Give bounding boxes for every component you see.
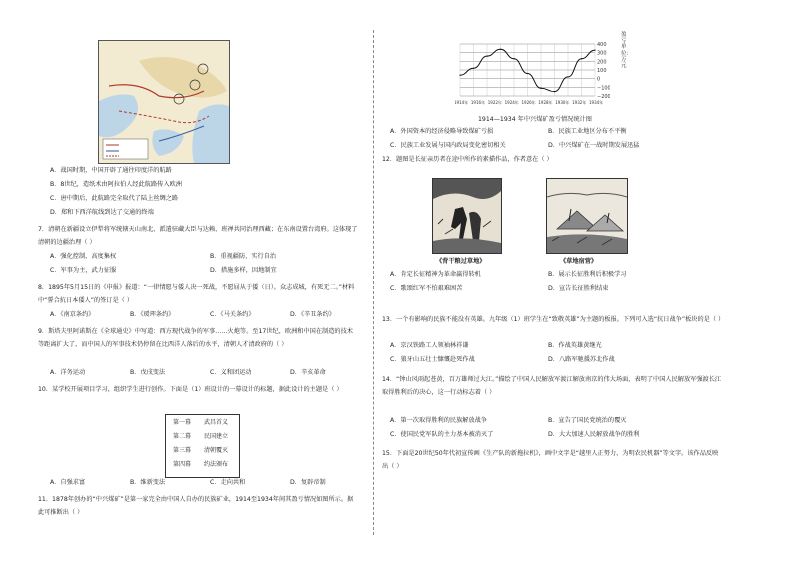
act-title: 约法颁布 xyxy=(204,461,229,468)
q6-option-b: B．8世纪，造纸术由阿拉伯人经此航路传入欧洲 xyxy=(50,181,182,188)
q9-stem: 9．斯塔夫里阿诺斯在《全球通史》中写道：西方现代战争的军事……火炮等。至17世纪，欧洲和中国在制造的技术等距离扩大了，而中国人的军事技术仍停留在比西洋人落后的水平，清朝人才清政府的（ ） xyxy=(38,328,353,348)
q11-option-c: C．民族工业发展与国内政局变化密切相关 xyxy=(390,142,506,149)
sketch-caption-1: 《背干粮过草地》 xyxy=(436,258,486,265)
chart-x-tick-label: 1914年 xyxy=(455,100,469,105)
q9-option-a: A．洋务运动 xyxy=(50,369,86,376)
q6-option-d: D．郑和下西洋航线到达了交通的终端 xyxy=(50,209,154,216)
chart-title: 1914—1934 年中兴煤矿盈亏情况统计图 xyxy=(478,116,592,123)
chart-point xyxy=(473,68,474,69)
chart-y-tick-label: 300 xyxy=(597,50,607,57)
chart-point xyxy=(459,75,460,76)
chart-point xyxy=(594,49,595,50)
q14-option-d: D．大大加速人民解放战争的胜利 xyxy=(548,431,640,438)
chart-y-tick-label: 100 xyxy=(597,68,607,74)
q8-stem: 8．1895年5月15日的《申报》报道：“一律情愿与倭人决一死战，不愿屈从于倭（日）。众志成城，有死无二。”材料中“誓合抗日本倭人”的签订是（ ） xyxy=(38,284,355,304)
chart-x-tick-label: 1926年 xyxy=(521,100,536,105)
chart-x-tick-label: 1916年 xyxy=(470,100,486,105)
chart-point xyxy=(581,58,582,59)
act-title: 武昌首义 xyxy=(204,419,229,426)
q15-stem: 15．下面是20世纪50年代初宣传画《生产队的新拖拉机》，画中文字是“越里人正努力，为明农民机器”等文字。该作品反映出（ ） xyxy=(382,450,719,470)
map-graphic xyxy=(99,41,229,163)
table-row xyxy=(166,417,239,429)
q11-option-d: D．中兴煤矿在一战时期发展迅猛 xyxy=(548,142,640,149)
chart-point xyxy=(567,76,568,77)
chart-x-tick-label: 1930年 xyxy=(555,100,570,105)
chart-point xyxy=(554,91,555,92)
sketch-image-1 xyxy=(433,179,501,253)
q13-option-b: B．作战英雄黄继光 xyxy=(548,342,602,349)
chart-point xyxy=(500,49,501,50)
act-title: 民国建立 xyxy=(204,433,229,440)
chart-x-tick-label: 1934年 xyxy=(589,100,604,105)
act-number: 第二幕 xyxy=(173,433,192,440)
chart-y-label: 盈亏单位：万元 xyxy=(621,32,633,70)
sketch-grassland-camp xyxy=(546,178,628,254)
chart-svg xyxy=(455,40,610,110)
chart-y-tick-label: 400 xyxy=(597,42,607,48)
q8-option-c: C．《马关条约》 xyxy=(210,311,255,318)
q11-option-b: B．民族工业地区分布不平衡 xyxy=(548,128,627,135)
q7-option-b: B．重视疆防，实行自治 xyxy=(210,253,277,260)
act-number: 第三幕 xyxy=(173,447,192,454)
q12-stem: 12．题图是长征亲历者在途中所作的素描作品，作者意在（ ） xyxy=(382,156,553,163)
q12-option-c: C．歌颂红军不怕艰难困苦 xyxy=(390,285,463,292)
q9-option-d: D．辛亥革命 xyxy=(290,369,326,376)
q9-option-c: C．义和团运动 xyxy=(210,369,252,376)
q14-stem: 14．“钟山风雨起苍黄，百万雄师过大江。”描绘了中国人民解放军渡江解放南京的伟大场面，表明了中国人民解放军强渡长江取得胜利后的决心，这一行动标志着（ ） xyxy=(382,376,722,396)
sketch-caption-2: 《草地宿营》 xyxy=(560,258,598,265)
act-title: 清朝覆灭 xyxy=(204,447,229,454)
act-number: 第一幕 xyxy=(173,419,192,426)
q10-option-b: B．维新变法 xyxy=(130,479,166,486)
sketch-image-2 xyxy=(547,179,627,253)
q7-option-a: A．强化控制，高度集权 xyxy=(50,253,117,260)
q13-option-c: C．狼牙山五壮士慷慨赴死作战 xyxy=(390,356,475,363)
q13-option-a: A．京汉铁路工人领袖林祥谦 xyxy=(390,342,469,349)
q6-option-c: C．唐中期后，此航路完全取代了陆上丝绸之路 xyxy=(50,195,179,202)
q12-option-b: B．展示长征胜利后积极学习 xyxy=(548,271,627,278)
column-divider xyxy=(373,30,374,535)
q8-option-b: B．《瑷珲条约》 xyxy=(130,311,175,318)
chart-y-tick-label: 0 xyxy=(597,76,601,83)
q14-option-a: A．第一次取得胜利的民族解放战争 xyxy=(390,417,488,424)
act-number: 第四幕 xyxy=(173,461,192,468)
q8-option-a: A．《南京条约》 xyxy=(50,311,95,318)
q10-option-d: D．复辟帝制 xyxy=(290,479,326,486)
drama-acts-table xyxy=(165,414,240,478)
table-row xyxy=(166,459,239,471)
chart-y-tick-label: 200 xyxy=(597,59,607,66)
silk-road-map xyxy=(98,40,230,164)
chart-point xyxy=(527,73,528,74)
table-row xyxy=(166,445,239,457)
q12-option-a: A．肯定长征精神为革命赢得转机 xyxy=(390,271,481,278)
q13-stem: 13．一个有影响的民族不能没有英雄。九年级（1）班学生在“致敬英雄”为主题的板报。下列可入选“抗日战争”板块的是（ ） xyxy=(382,316,725,323)
q14-option-b: B．宣告了国民党统治的覆灭 xyxy=(548,417,627,424)
q7-option-c: C．军事为主，武力征服 xyxy=(50,267,117,274)
coal-mine-chart xyxy=(455,40,610,110)
chart-y-tick-label: −200 xyxy=(597,94,610,100)
chart-point xyxy=(513,58,514,59)
q10-option-c: C．走向共和 xyxy=(210,479,246,486)
q6-option-a: A．战国时期，中国开辟了通往印度洋的航路 xyxy=(50,167,172,174)
chart-point xyxy=(486,56,487,57)
q10-stem: 10．某学校开展项目学习，组织学生进行创作。下面是（1）班设计的一幕设计的标题，据此设计的主题是（ ） xyxy=(38,386,343,393)
q7-option-d: D．措施多样，因地制宜 xyxy=(210,267,277,274)
q9-option-b: B．戊戌变法 xyxy=(130,369,166,376)
q11-stem: 11．1878年创办的“中兴煤矿”是第一家完全由中国人自办的民族矿业，1914至1934年间其盈亏情况如图所示。据此可推断出（ ） xyxy=(38,496,354,516)
chart-x-tick-label: 1932年 xyxy=(572,100,587,105)
chart-x-tick-label: 1928年 xyxy=(538,100,553,105)
q10-option-a: A．自强求富 xyxy=(50,479,86,486)
q12-option-d: D．宣告长征胜利结束 xyxy=(548,285,609,292)
q11-option-a: A．外国资本的经济侵略导致煤矿亏损 xyxy=(390,128,494,135)
chart-x-tick-label: 1922年 xyxy=(487,100,502,105)
q14-option-c: C．使国民党军队的主力基本被消灭了 xyxy=(390,431,494,438)
q7-stem: 7．清朝在新疆设立伊犁将军统辖天山南北、派遣驻藏大臣与达赖、班禅共同治理西藏；在东南设置台湾府。这体现了清朝的边疆治理（ ） xyxy=(38,226,358,246)
sketch-crossing-grassland xyxy=(432,178,502,254)
q13-option-d: D．八路军驰援苏北作战 xyxy=(548,356,615,363)
chart-y-tick-label: −100 xyxy=(597,85,610,92)
q8-option-d: D．《辛丑条约》 xyxy=(290,311,335,318)
table-row xyxy=(166,431,239,443)
chart-x-tick-label: 1924年 xyxy=(504,100,519,105)
chart-point xyxy=(540,88,541,89)
